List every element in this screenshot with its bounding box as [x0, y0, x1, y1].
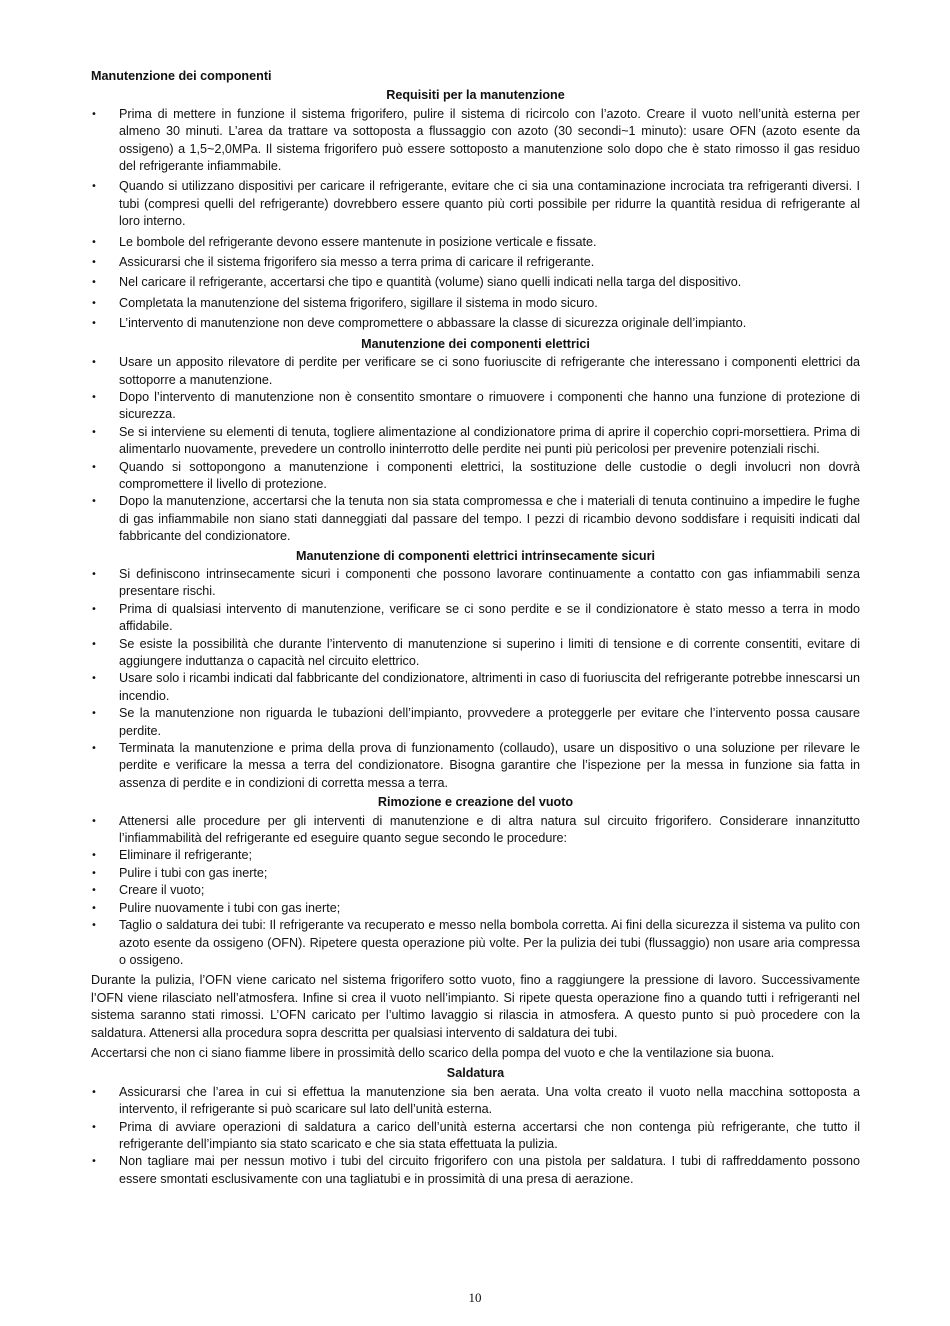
bullet-icon: • — [91, 277, 97, 289]
list-item: • L’intervento di manutenzione non deve compromettere o abbassare la classe di sicurezza originale dell’impianto. — [91, 315, 860, 332]
bullet-icon: • — [91, 743, 97, 755]
list-item: • Assicurarsi che l’area in cui si effettua la manutenzione sia ben aerata. Una volta creato il vuoto nella macchina sottoposta a intervento, il refrigerante si può scaricare sul lato dell’unità esterna. — [91, 1084, 860, 1117]
bullet-icon: • — [91, 1086, 97, 1098]
bullet-icon: • — [91, 236, 97, 248]
bullet-icon: • — [91, 297, 97, 309]
bullet-icon: • — [91, 902, 97, 914]
list-item: • Le bombole del refrigerante devono essere mantenute in posizione verticale e fissate. — [91, 234, 860, 251]
section-heading-componenti-elettrici: Manutenzione dei componenti elettrici — [361, 336, 590, 351]
bullet-list-rimozione-vuoto — [91, 813, 860, 970]
list-item: • Attenersi alle procedure per gli interventi di manutenzione e di altra natura sul circuito frigorifero. Considerare innanzitutto l’infiammabilità del refrigerante ed eseguire quanto segue secondo le procedure: — [91, 813, 860, 846]
list-item: • Pulire i tubi con gas inerte; — [91, 865, 860, 882]
list-item: • Terminata la manutenzione e prima della prova di funzionamento (collaudo), usare un dispositivo o una soluzione per rilevare le perdite e verificare la messa a terra del condizionatore. Bisogna garantire che l’ispezione per la messa in funzione sia fatta in assenza di perdite e in condizioni di corretta messa a terra. — [91, 741, 860, 790]
page-number: 10 — [468, 1290, 482, 1305]
bullet-icon: • — [91, 850, 97, 862]
bullet-icon: • — [91, 1156, 97, 1168]
section-heading-requisiti: Requisiti per la manutenzione — [386, 88, 565, 103]
bullet-icon: • — [91, 1121, 97, 1133]
bullet-icon: • — [91, 815, 97, 827]
bullet-icon: • — [91, 257, 97, 269]
list-item: • Dopo la manutenzione, accertarsi che la tenuta non sia stata compromessa e che i materiali di tenuta continuino a impedire le fughe di gas infiammabile non siano stati danneggiati dal passare del tempo. I pezzi di ricambio devono soddisfare i requisiti indicati dal fabbricante del condizionatore. — [91, 494, 860, 544]
paragraph-fiamme-libere: Accertarsi che non ci siano fiamme libere in prossimità dello scarico della pompa del vuoto e che la ventilazione sia buona. — [91, 1045, 775, 1060]
list-item: • Se esiste la possibilità che durante l’intervento di manutenzione si superino i limiti di tensione e di corrente consentiti, evitare di aggiungere induttanza o capacità nel circuito elettrico. — [91, 636, 860, 668]
list-item: • Prima di qualsiasi intervento di manutenzione, verificare se ci sono perdite e se il condizionatore è stato messo a terra in modo affidabile. — [91, 601, 860, 634]
list-item: • Pulire nuovamente i tubi con gas inerte; — [91, 900, 860, 917]
list-item: • Taglio o saldatura dei tubi: Il refrigerante va recuperato e messo nella bombola corretta. Ai fini della sicurezza il sistema va pulito con azoto esente da ossigeno (OFN). Ripetere questa operazione più volte. Per la pulizia dei tubi (flussaggio) non usare aria compressa o ossigeno. — [91, 918, 860, 967]
bullet-list-saldatura — [91, 1084, 860, 1188]
list-item: • Dopo l’intervento di manutenzione non è consentito smontare o rimuovere i componenti che hanno una funzione di protezione di sicurezza. — [91, 389, 860, 422]
list-item: • Prima di avviare operazioni di saldatura a carico dell’unità esterna accertarsi che non contenga più refrigerante, che tutto il refrigerante dell’impianto sia stato scaricato e che sia stata effettuata la pulizia. — [91, 1119, 860, 1151]
list-item: • Quando si sottopongono a manutenzione i componenti elettrici, la sostituzione delle custodie o degli involucri non dovrà compromettere il livello di protezione. — [91, 459, 860, 491]
section-heading-intrinsecamente-sicuri: Manutenzione di componenti elettrici intrinsecamente sicuri — [296, 548, 655, 563]
document-page — [91, 68, 860, 1188]
paragraph-pulizia-ofn: Durante la pulizia, l’OFN viene caricato nel sistema frigorifero sotto vuoto, fino a raggiungere la pressione di lavoro. Successivamente l’OFN viene rilasciato nell’atmosfera. Infine si crea il vuoto nell’impianto. Si ripete questa operazione fino a quando tutti i refrigeranti nel sistema saranno stati rimossi. L’OFN caricato per l’ultimo lavaggio si rilascia in atmosfera. A questo punto si può procedere con la saldatura. Attenersi alla procedura sopra descritta per qualsiasi intervento di saldatura dei tubi. — [91, 973, 860, 1040]
bullet-icon: • — [91, 496, 97, 508]
bullet-icon: • — [91, 673, 97, 685]
list-item: • Usare solo i ricambi indicati dal fabbricante del condizionatore, altrimenti in caso di fuoriuscita del refrigerante potrebbe innescarsi un incendio. — [91, 671, 860, 703]
bullet-icon: • — [91, 108, 97, 120]
bullet-icon: • — [91, 426, 97, 438]
bullet-icon: • — [91, 708, 97, 720]
bullet-icon: • — [91, 318, 97, 330]
bullet-list-componenti-elettrici — [91, 354, 860, 545]
list-item: • Non tagliare mai per nessun motivo i tubi del circuito frigorifero con una pistola per saldatura. I tubi di raffreddamento possono essere smontati esclusivamente con una tagliatubi e in prossimità di una presa di aerazione. — [91, 1154, 860, 1186]
bullet-icon: • — [91, 885, 97, 897]
list-item: • Si definiscono intrinsecamente sicuri i componenti che possono lavorare continuamente a contatto con gas infiammabili senza presentare rischi. — [91, 566, 860, 599]
list-item: • Se si interviene su elementi di tenuta, togliere alimentazione al condizionatore prima di aprire il coperchio copri-morsettiera. Prima di alimentarlo nuovamente, prevedere un controllo ininterrotto delle perdite nei punti più pericolosi per prevenire potenziali rischi. — [91, 424, 860, 457]
list-item: • Se la manutenzione non riguarda le tubazioni dell’impianto, provvedere a proteggerle per evitare che l’intervento possa causare perdite. — [91, 706, 860, 738]
section-heading-rimozione-vuoto: Rimozione e creazione del vuoto — [377, 795, 574, 810]
document-title: Manutenzione dei componenti — [91, 69, 272, 83]
list-item: • Usare un apposito rilevatore di perdite per verificare se ci sono fuoriuscite di refrigerante che interessano i componenti elettrici da sottoporre a manutenzione. — [91, 355, 860, 387]
list-item: • Assicurarsi che il sistema frigorifero sia messo a terra prima di caricare il refrigerante. — [91, 254, 860, 271]
bullet-icon: • — [91, 391, 97, 403]
list-item: • Nel caricare il refrigerante, accertarsi che tipo e quantità (volume) siano quelli indicati nella targa del dispositivo. — [91, 274, 860, 291]
bullet-icon: • — [91, 867, 97, 879]
bullet-icon: • — [91, 181, 97, 193]
bullet-icon: • — [91, 603, 97, 615]
bullet-list-intrinsecamente-sicuri — [91, 566, 860, 792]
section-heading-saldatura: Saldatura — [446, 1066, 505, 1081]
list-item: • Creare il vuoto; — [91, 882, 860, 899]
bullet-icon: • — [91, 357, 97, 369]
bullet-icon: • — [91, 461, 97, 473]
bullet-icon: • — [91, 920, 97, 932]
list-item: • Prima di mettere in funzione il sistema frigorifero, pulire il sistema di ricircolo con l’azoto. Creare il vuoto nell’unità esterna per almeno 30 minuti. L’area da trattare va sottoposta a flussaggio con azoto (30 secondi~1 minuto): usare OFN (azoto esente da ossigeno) a 1,5~2,0MPa. Il sistema frigorifero può essere sottoposto a manutenzione solo dopo che è stato rimosso il gas residuo del refrigerante infiammabile. — [91, 106, 860, 174]
list-item: • Quando si utilizzano dispositivi per caricare il refrigerante, evitare che ci sia una contaminazione incrociata tra refrigeranti diversi. I tubi (compresi quelli del refrigerante) dovrebbero essere quanto più corti possibile per ridurre la quantità residua di refrigerante al loro interno. — [91, 179, 860, 229]
bullet-icon: • — [91, 638, 97, 650]
bullet-icon: • — [91, 568, 97, 580]
list-item: • Completata la manutenzione del sistema frigorifero, sigillare il sistema in modo sicuro. — [91, 295, 860, 312]
list-item: • Eliminare il refrigerante; — [91, 847, 860, 864]
bullet-list-requisiti — [91, 106, 860, 333]
